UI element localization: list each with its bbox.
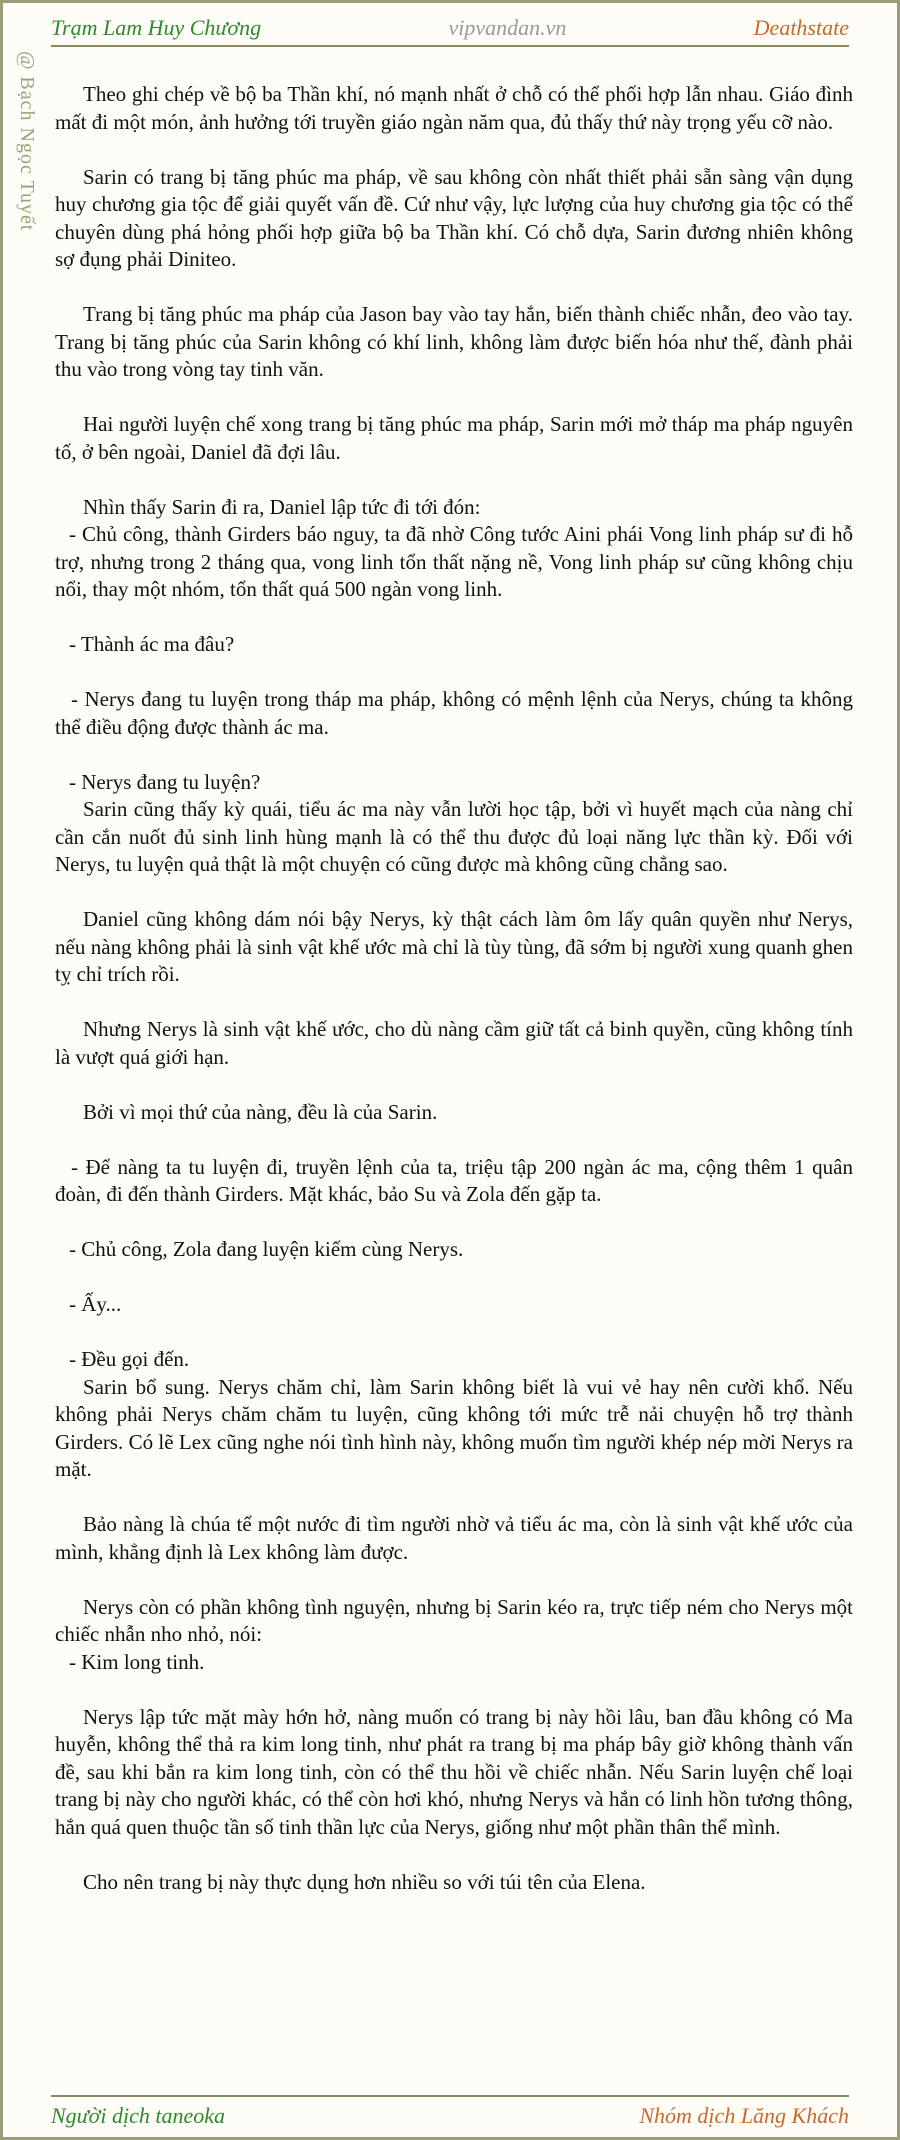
paragraph: Trang bị tăng phúc ma pháp của Jason bay vào tay hắn, biến thành chiếc nhẫn, đeo vào tay. Trang bị tăng phúc của Sarin không có khí linh, không làm được biến hóa như thế, đành phải thu vào trong vòng tay tinh văn. bbox=[55, 302, 853, 381]
footer-group: Nhóm dịch Lăng Khách bbox=[639, 2103, 849, 2128]
paragraph: Nerys còn có phần không tình nguyện, nhưng bị Sarin kéo ra, trực tiếp ném cho Nerys một chiếc nhẫn nho nhỏ, nói: bbox=[55, 1594, 853, 1646]
dialogue-line: - Nerys đang tu luyện trong tháp ma pháp, không có mệnh lệnh của Nerys, chúng ta không thể điều động được thành ác ma. bbox=[55, 687, 853, 739]
header-url: vipvandan.vn bbox=[448, 15, 567, 40]
side-watermark: @ Bạch Ngọc Tuyết bbox=[16, 51, 38, 232]
dialogue-line: - Ấy... bbox=[69, 1292, 122, 1316]
dialogue-line: - Kim long tinh. bbox=[69, 1649, 205, 1674]
dialogue-line: - Chủ công, thành Girders báo nguy, ta đã nhờ Công tước Aini phái Vong linh pháp sư đi hỗ trợ, nhưng trong 2 tháng qua, vong linh tổn thất nặng nề, Vong linh pháp sư cũng không chịu nổi, thay một nhóm, tổn thất quá 500 ngàn vong linh. bbox=[55, 522, 853, 601]
paragraph: Nerys lập tức mặt mày hớn hở, nàng muốn có trang bị này hồi lâu, ban đầu không có Ma huyễn, không thể thả ra kim long tinh, như phát ra trang bị ma pháp bây giờ không thành vấn đề, sau khi bắn ra kim long tinh, còn có thể thu hồi về chiếc nhẫn. Nếu Sarin luyện chế loại trang bị này cho người khác, có thể còn hơi khó, nhưng Nerys và hắn có linh hồn tương thông, hắn quá quen thuộc tần số tinh thần lực của Nerys, giống như một phần thân thể mình. bbox=[55, 1704, 853, 1839]
paragraph: Daniel cũng không dám nói bậy Nerys, kỳ thật cách làm ôm lấy quân quyền như Nerys, nếu nàng không phải là sinh vật khế ước mà chỉ là tùy tùng, đã sớm bị người xung quanh ghen tỵ chỉ trích rồi. bbox=[55, 907, 853, 986]
header-author: Deathstate bbox=[753, 15, 849, 40]
paragraph: Theo ghi chép về bộ ba Thần khí, nó mạnh nhất ở chỗ có thể phối hợp lẫn nhau. Giáo đình mất đi một món, ảnh hưởng tới truyền giáo ngàn năm qua, đủ thấy thứ này trọng yếu cỡ nào. bbox=[55, 82, 853, 134]
dialogue-line: - Đều gọi đến. bbox=[69, 1347, 190, 1371]
dialogue-line: - Để nàng ta tu luyện đi, truyền lệnh của ta, triệu tập 200 ngàn ác ma, cộng thêm 1 quân đoàn, đi đến thành Girders. Mặt khác, bảo Su và Zola đến gặp ta. bbox=[55, 1154, 853, 1206]
dialogue-line: - Nerys đang tu luyện? bbox=[69, 769, 261, 794]
dialogue-line: - Chủ công, Zola đang luyện kiếm cùng Nerys. bbox=[69, 1237, 464, 1261]
paragraph: Nhìn thấy Sarin đi ra, Daniel lập tức đi tới đón: bbox=[83, 494, 481, 519]
paragraph: Nhưng Nerys là sinh vật khế ước, cho dù nàng cầm giữ tất cả binh quyền, cũng không tính là vượt quá giới hạn. bbox=[55, 1017, 853, 1069]
paragraph: Bởi vì mọi thứ của nàng, đều là của Sarin. bbox=[83, 1099, 438, 1124]
paragraph: Sarin bổ sung. Nerys chăm chỉ, làm Sarin không biết là vui vẻ hay nên cười khổ. Nếu không phải Nerys chăm chăm tu luyện, cũng không tới mức trễ nải chuyện hỗ trợ thành Girders. Có lẽ Lex cũng nghe nói tình hình này, không muốn tìm người khép nép mời Nerys ra mặt. bbox=[55, 1374, 853, 1481]
dialogue-line: - Thành ác ma đâu? bbox=[69, 632, 235, 656]
paragraph: Sarin cũng thấy kỳ quái, tiểu ác ma này vẫn lười học tập, bởi vì huyết mạch của nàng chỉ cần cắn nuốt đủ sinh linh hùng mạnh là có thể thu được đủ loại năng lực thần kỳ. Đối với Nerys, tu luyện quả thật là một chuyện có cũng được mà không cũng chẳng sao. bbox=[55, 797, 853, 876]
paragraph: Hai người luyện chế xong trang bị tăng phúc ma pháp, Sarin mới mở tháp ma pháp nguyên tố, ở bên ngoài, Daniel đã đợi lâu. bbox=[55, 412, 853, 464]
page-footer bbox=[51, 2095, 849, 2135]
paragraph: Bảo nàng là chúa tể một nước đi tìm người nhờ vả tiểu ác ma, còn là sinh vật khế ước của mình, khẳng định là Lex không làm được. bbox=[55, 1512, 853, 1564]
paragraph: Cho nên trang bị này thực dụng hơn nhiều so với túi tên của Elena. bbox=[83, 1869, 646, 1894]
document-body bbox=[55, 81, 853, 1896]
footer-translator: Người dịch taneoka bbox=[51, 2103, 226, 2128]
page-header bbox=[51, 11, 849, 47]
paragraph: Sarin có trang bị tăng phúc ma pháp, về sau không còn nhất thiết phải sẵn sàng vận dụng huy chương gia tộc để giải quyết vấn đề. Cứ như vậy, lực lượng của huy chương gia tộc có thể chuyên dùng phá hỏng phối hợp giữa bộ ba Thần khí. Có chỗ dựa, Sarin đương nhiên không sợ đụng phải Diniteo. bbox=[55, 164, 853, 271]
header-site-title: Trạm Lam Huy Chương bbox=[51, 15, 262, 40]
